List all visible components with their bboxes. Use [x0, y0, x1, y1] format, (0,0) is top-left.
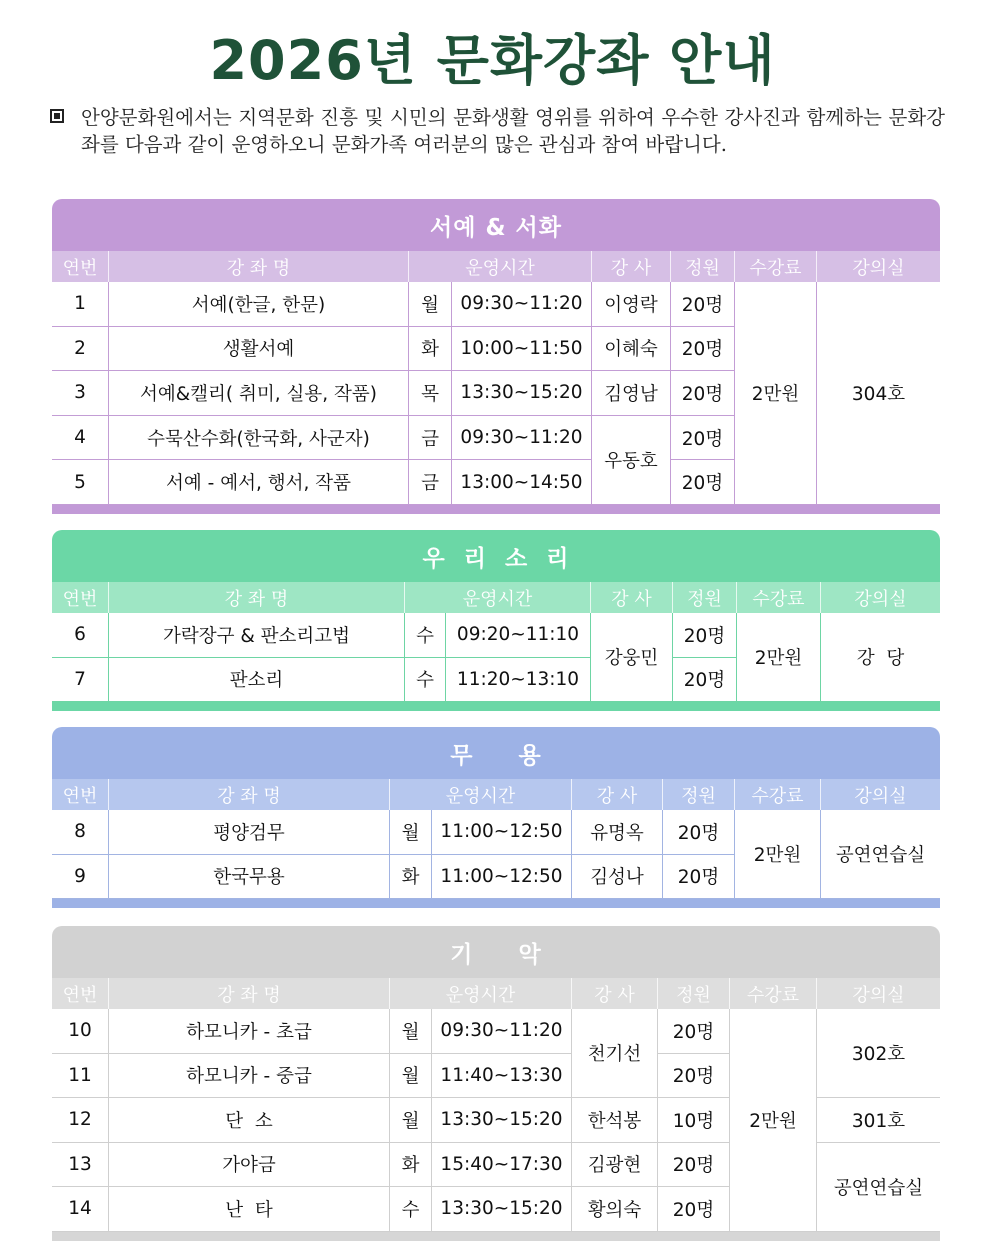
course-capacity: 20명 — [663, 855, 735, 900]
course-room: 301호 — [817, 1098, 940, 1143]
col-fee: 수강료 — [735, 251, 817, 282]
course-teacher: 황의숙 — [572, 1187, 658, 1232]
row-no: 13 — [52, 1143, 109, 1188]
course-day: 월 — [390, 1054, 432, 1099]
course-table — [52, 810, 940, 899]
section-korean-music — [52, 530, 940, 711]
course-day: 목 — [409, 371, 452, 416]
course-teacher: 이영락 — [592, 282, 671, 327]
course-capacity: 20명 — [671, 416, 735, 461]
course-time: 13:30~15:20 — [452, 371, 592, 416]
course-fee: 2만원 — [735, 282, 817, 505]
col-teacher: 강 사 — [572, 779, 663, 810]
section-footer-bar — [52, 505, 940, 514]
row-no: 11 — [52, 1054, 109, 1099]
course-name: 가야금 — [109, 1143, 390, 1188]
course-capacity: 20명 — [673, 613, 737, 658]
course-teacher: 이혜숙 — [592, 327, 671, 372]
col-room: 강의실 — [854, 785, 907, 807]
course-time: 13:30~15:20 — [432, 1098, 572, 1143]
course-room: 공연연습실 — [821, 810, 940, 899]
course-day: 화 — [390, 855, 432, 900]
col-name: 강 좌 명 — [109, 251, 409, 282]
column-header-row — [52, 779, 940, 810]
course-room: 304호 — [817, 282, 940, 505]
course-time: 11:00~12:50 — [432, 810, 572, 855]
col-capacity: 정원 — [663, 779, 735, 810]
course-day: 수 — [405, 613, 446, 658]
course-teacher: 유명옥 — [572, 810, 663, 855]
row-no: 3 — [52, 371, 109, 416]
course-day: 화 — [409, 327, 452, 372]
course-name: 단 소 — [109, 1098, 390, 1143]
col-name: 강 좌 명 — [109, 779, 390, 810]
course-table — [52, 613, 940, 702]
course-room: 강 당 — [821, 613, 940, 702]
col-fee: 수강료 — [735, 779, 821, 810]
col-no: 연번 — [52, 779, 109, 810]
course-fee: 2만원 — [737, 613, 821, 702]
col-time: 운영시간 — [405, 582, 591, 613]
course-time: 11:00~12:50 — [432, 855, 572, 900]
course-day: 월 — [390, 1098, 432, 1143]
section-title: 우 리 소 리 — [52, 530, 940, 582]
row-no: 2 — [52, 327, 109, 372]
col-no: 연번 — [52, 582, 109, 613]
course-capacity: 20명 — [663, 810, 735, 855]
col-teacher: 강 사 — [572, 978, 658, 1009]
course-capacity: 20명 — [671, 327, 735, 372]
row-no: 14 — [52, 1187, 109, 1232]
course-name: 서예 - 예서, 행서, 작품 — [109, 460, 409, 505]
section-title: 서예 & 서화 — [52, 199, 940, 251]
column-header-row — [52, 582, 940, 613]
course-capacity: 20명 — [658, 1187, 730, 1232]
course-capacity: 20명 — [658, 1054, 730, 1099]
section-footer-bar — [52, 1232, 940, 1241]
square-bullet-icon — [50, 109, 64, 123]
col-time: 운영시간 — [390, 779, 572, 810]
course-day: 수 — [390, 1187, 432, 1232]
section-calligraphy — [52, 199, 940, 514]
course-teacher: 강웅민 — [591, 613, 673, 702]
course-day: 월 — [390, 1009, 432, 1054]
course-capacity: 20명 — [658, 1143, 730, 1188]
column-header-row — [52, 978, 940, 1009]
section-instrumental — [52, 926, 940, 1241]
col-capacity: 정원 — [671, 251, 735, 282]
course-time: 10:00~11:50 — [452, 327, 592, 372]
course-day: 월 — [390, 810, 432, 855]
course-fee: 2만원 — [730, 1009, 817, 1232]
column-header-row — [52, 251, 940, 282]
col-name: 강 좌 명 — [109, 582, 405, 613]
row-no: 1 — [52, 282, 109, 327]
course-time: 09:20~11:10 — [446, 613, 591, 658]
col-teacher: 강 사 — [592, 251, 671, 282]
col-no: 연번 — [52, 251, 109, 282]
course-name: 평양검무 — [109, 810, 390, 855]
col-fee: 수강료 — [737, 582, 821, 613]
course-teacher: 천기선 — [572, 1009, 658, 1098]
col-name: 강 좌 명 — [109, 978, 390, 1009]
row-no: 9 — [52, 855, 109, 900]
course-name: 서예&캘리( 취미, 실용, 작품) — [109, 371, 409, 416]
section-title: 무 용 — [52, 727, 940, 779]
col-time: 운영시간 — [409, 251, 592, 282]
col-teacher: 강 사 — [591, 582, 673, 613]
course-teacher: 김성나 — [572, 855, 663, 900]
section-title: 기 악 — [52, 926, 940, 978]
course-name: 한국무용 — [109, 855, 390, 900]
course-day: 수 — [405, 658, 446, 703]
course-table — [52, 282, 940, 505]
row-no: 6 — [52, 613, 109, 658]
course-time: 13:00~14:50 — [452, 460, 592, 505]
course-room: 공연연습실 — [817, 1143, 940, 1232]
row-no: 5 — [52, 460, 109, 505]
course-day: 금 — [409, 416, 452, 461]
row-no: 8 — [52, 810, 109, 855]
course-name: 수묵산수화(한국화, 사군자) — [109, 416, 409, 461]
course-name: 서예(한글, 한문) — [109, 282, 409, 327]
row-no: 12 — [52, 1098, 109, 1143]
col-room: 강의실 — [854, 588, 907, 610]
course-teacher: 김광현 — [572, 1143, 658, 1188]
course-capacity: 20명 — [673, 658, 737, 703]
course-day: 화 — [390, 1143, 432, 1188]
section-footer-bar — [52, 702, 940, 711]
page-title: 2026년 문화강좌 안내 — [209, 29, 776, 92]
course-day: 월 — [409, 282, 452, 327]
section-dance — [52, 727, 940, 908]
course-time: 15:40~17:30 — [432, 1143, 572, 1188]
col-no: 연번 — [52, 978, 109, 1009]
course-teacher: 우동호 — [592, 416, 671, 505]
col-room: 강의실 — [852, 257, 905, 279]
course-time: 11:20~13:10 — [446, 658, 591, 703]
course-capacity: 10명 — [658, 1098, 730, 1143]
course-name: 생활서예 — [109, 327, 409, 372]
course-time: 09:30~11:20 — [432, 1009, 572, 1054]
course-time: 09:30~11:20 — [452, 416, 592, 461]
course-name: 하모니카 - 중급 — [109, 1054, 390, 1099]
course-name: 판소리 — [109, 658, 405, 703]
course-time: 13:30~15:20 — [432, 1187, 572, 1232]
course-time: 11:40~13:30 — [432, 1054, 572, 1099]
col-capacity: 정원 — [673, 582, 737, 613]
row-no: 10 — [52, 1009, 109, 1054]
intro-paragraph — [50, 104, 945, 158]
course-teacher: 김영남 — [592, 371, 671, 416]
col-room: 강의실 — [852, 984, 905, 1006]
course-name: 하모니카 - 초급 — [109, 1009, 390, 1054]
course-name: 가락장구 & 판소리고법 — [109, 613, 405, 658]
intro-text: 안양문화원에서는 지역문화 진흥 및 시민의 문화생활 영위를 위하여 우수한 강사진과 함께하는 문화강좌를 다음과 같이 운영하오니 문화가족 여러분의 많은 관심과 참여 바랍니다. — [81, 106, 945, 156]
course-day: 금 — [409, 460, 452, 505]
course-capacity: 20명 — [671, 371, 735, 416]
course-fee: 2만원 — [735, 810, 821, 899]
course-capacity: 20명 — [671, 282, 735, 327]
section-footer-bar — [52, 899, 940, 908]
course-room: 302호 — [817, 1009, 940, 1098]
course-teacher: 한석봉 — [572, 1098, 658, 1143]
col-capacity: 정원 — [658, 978, 730, 1009]
course-name: 난 타 — [109, 1187, 390, 1232]
col-time: 운영시간 — [390, 978, 572, 1009]
row-no: 7 — [52, 658, 109, 703]
row-no: 4 — [52, 416, 109, 461]
course-capacity: 20명 — [658, 1009, 730, 1054]
col-fee: 수강료 — [730, 978, 817, 1009]
course-time: 09:30~11:20 — [452, 282, 592, 327]
course-capacity: 20명 — [671, 460, 735, 505]
course-table — [52, 1009, 940, 1232]
